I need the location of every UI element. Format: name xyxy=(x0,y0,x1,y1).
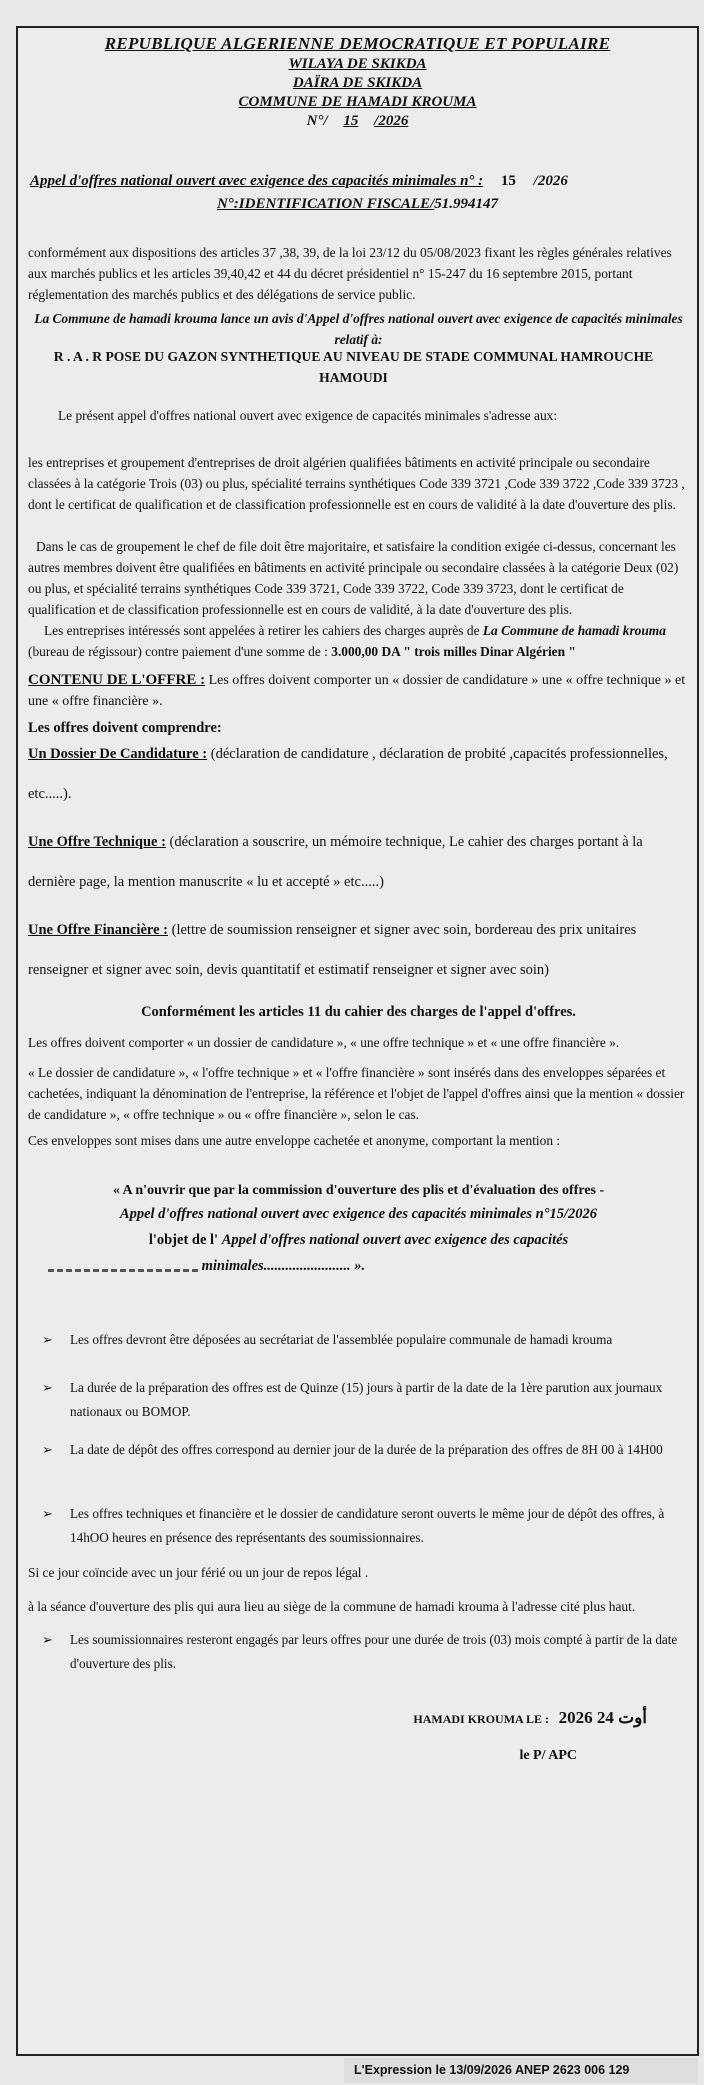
intro-paragraph: Le présent appel d'offres national ouvert avec exigence de capacités minimales s'adresse aux: xyxy=(58,408,558,423)
redacted-mark xyxy=(48,1261,198,1272)
dossier-text: (déclaration de candidature , déclaration de probité ,capacités professionnelles, etc.....). xyxy=(28,746,668,802)
bullet-date xyxy=(42,1438,689,1462)
tender-title-text: Appel d'offres national ouvert avec exigence des capacités minimales n° : xyxy=(30,173,484,189)
bullet-deposit xyxy=(42,1328,689,1352)
bullet-validity xyxy=(42,1628,689,1676)
dossier-title: Un Dossier De Candidature : xyxy=(28,746,208,762)
arrow-right-icon: ➢ xyxy=(42,1332,53,1347)
eligibility-paragraph: les entreprises et groupement d'entreprises de droit algérien qualifiées bâtiments en activité principale ou secondaire classées à la catégorie Trois (03) ou plus, spécialité terrains synthétiques Code 339 3721 ,Code 339 3722 ,Code 339 3723 , dont le certificat de qualification et de classification professionnelle est en cours de validité à la date d'ouverture des plis. xyxy=(28,455,685,512)
content-title: CONTENU DE L'OFFRE : xyxy=(28,672,206,688)
nif-label: N°:IDENTIFICATION FISCALE/ xyxy=(216,196,435,212)
nif-value: 51.994147 xyxy=(434,196,499,212)
outer-envelope: Ces enveloppes sont mises dans une autre enveloppe cachetée et anonyme, comportant la mention : xyxy=(28,1133,561,1148)
arrow-right-icon: ➢ xyxy=(42,1632,53,1647)
tender-title-number: 15 xyxy=(500,173,516,189)
commune-heading: COMMUNE DE HAMADI KROUMA xyxy=(238,94,477,110)
signature-signer: le P/ APC xyxy=(519,1748,577,1763)
announce-paragraph: La Commune de hamadi krouma lance un avis d'Appel d'offres national ouvert avec exigence de capacités minimales relatif à: xyxy=(34,311,683,347)
withdraw-commune: La Commune de hamadi krouma xyxy=(482,623,666,638)
reference-number: 15 xyxy=(343,113,359,129)
technical-text: (déclaration a souscrire, un mémoire technique, Le cahier des charges portant à la dernière page, la mention manuscrite « lu et accepté » etc.....) xyxy=(28,834,643,890)
nif-line xyxy=(18,196,697,213)
republic-heading: REPUBLIQUE ALGERIENNE DEMOCRATIQUE ET POPULAIRE xyxy=(104,34,611,53)
reference-prefix: N°/ xyxy=(306,113,328,129)
object-paragraph: R . A . R POSE DU GAZON SYNTHETIQUE AU NIVEAU DE STADE COMMUNAL HAMROUCHE HAMOUDI xyxy=(53,349,654,385)
tender-title-year: /2026 xyxy=(533,173,568,189)
bullet-opening xyxy=(42,1502,689,1550)
mention-3a: l'objet de l' xyxy=(148,1232,219,1248)
mention-line-1: « A n'ouvrir que par la commission d'ouverture des plis et d'évaluation des offres - xyxy=(112,1183,605,1198)
footer-text: L'Expression le 13/09/2026 ANEP 2623 006 129 xyxy=(344,2058,698,2083)
must-comport: Les offres doivent comporter « un dossier de candidature », « une offre technique » et « une offre financière ». xyxy=(28,1035,620,1050)
must-include: Les offres doivent comprendre: xyxy=(28,720,222,736)
financial-title: Une Offre Financière : xyxy=(28,922,168,938)
arrow-right-icon: ➢ xyxy=(42,1380,53,1395)
bullet-opening-text: Les offres techniques et financière et le dossier de candidature seront ouverts le même jour de dépôt des offres, à 14hOO heures en présence des représentants des soumissionnaires. xyxy=(70,1506,665,1545)
document-frame xyxy=(16,26,699,2056)
financial-paragraph xyxy=(28,910,689,990)
content-text: Les offres doivent comporter un « dossier de candidature » une « offre technique » et une « offre financière ». xyxy=(28,673,686,709)
arrow-right-icon: ➢ xyxy=(42,1506,53,1521)
holiday-line: Si ce jour coïncide avec un jour férié ou un jour de repos légal . xyxy=(28,1565,369,1580)
content-paragraph xyxy=(28,670,689,712)
mention-line-2: Appel d'offres national ouvert avec exigence des capacités minimales n°15/2026 xyxy=(119,1206,598,1222)
arrow-right-icon: ➢ xyxy=(42,1442,53,1457)
mention-line-4 xyxy=(48,1256,689,1277)
technical-paragraph xyxy=(28,822,689,902)
bullet-validity-text: Les soumissionnaires resteront engagés par leurs offres pour une durée de trois (03) mois compté à partir de la date d'ouverture des plis. xyxy=(70,1632,678,1671)
group-paragraph: Dans le cas de groupement le chef de file doit être majoritaire, et satisfaire la condition exigée ci-dessus, concernant les autres membres doivent être qualifiées en bâtiments en activité principale ou secondaire classées à la catégorie Deux (02) ou plus, et spécialité terrains synthétiques Code 339 3721, Code 339 3722, Code 339 3723, dont le certificat de qualification et de classification professionnelle est en cours de validité, à la date d'ouverture des plis. xyxy=(28,539,679,617)
technical-title: Une Offre Technique : xyxy=(28,834,166,850)
tender-title xyxy=(30,173,689,190)
legal-paragraph: conformément aux dispositions des articles 37 ,38, 39, de la loi 23/12 du 05/08/2023 fixant les règles générales relatives aux marchés publics et les articles 39,40,42 et 44 du décret présidentiel n° 15-247 du 16 septembre 2015, portant réglementation des marchés publics et des délégations de service public. xyxy=(28,245,672,302)
financial-text: (lettre de soumission renseigner et signer avec soin, bordereau des prix unitaires renseigner et signer avec soin, devis quantitatif et estimatif renseigner et signer avec soin) xyxy=(28,922,637,978)
publication-footer xyxy=(0,2058,704,2085)
bullet-duration-text: La durée de la préparation des offres est de Quinze (15) jours à partir de la date de la 1ère parution aux journaux nationaux ou BOMOP. xyxy=(70,1380,663,1419)
daira-heading: DAÏRA DE SKIKDA xyxy=(292,75,423,91)
bullet-date-text: La date de dépôt des offres correspond au dernier jour de la durée de la préparation des offres de 8H 00 à 14H00 xyxy=(70,1442,663,1457)
conform-heading: Conformément les articles 11 du cahier des charges de l'appel d'offres. xyxy=(141,1004,576,1020)
signature-place-date xyxy=(413,1708,647,1728)
withdraw-amount: 3.000,00 DA " trois milles Dinar Algérien " xyxy=(331,644,576,659)
signature-date: 2026 أوت 24 xyxy=(558,1708,647,1727)
bullet-deposit-text: Les offres devront être déposées au secrétariat de l'assemblée populaire communale de hamadi krouma xyxy=(70,1332,613,1347)
dossier-paragraph xyxy=(28,734,689,814)
withdraw-text-a: Les entreprises intéressés sont appelées à retirer les cahiers des charges auprès de xyxy=(44,623,480,638)
mention-line-3 xyxy=(28,1230,689,1251)
session-line: à la séance d'ouverture des plis qui aura lieu au siège de la commune de hamadi krouma à l'adresse cité plus haut. xyxy=(28,1599,636,1614)
bullet-duration xyxy=(42,1376,689,1424)
envelopes-paragraph: « Le dossier de candidature », « l'offre technique » et « l'offre financière » sont insérés dans des enveloppes séparées et cachetées, indiquant la dénomination de l'entreprise, la référence et l'objet de l'appel d'offres ainsi que la mention « dossier de candidature », « offre technique » ou « offre financière », selon le cas. xyxy=(28,1065,685,1122)
reference-year: /2026 xyxy=(374,113,409,129)
wilaya-heading: WILAYA DE SKIKDA xyxy=(288,56,427,72)
withdraw-paragraph xyxy=(28,620,689,662)
reference-line xyxy=(18,113,697,130)
withdraw-text-c: (bureau de régissour) contre paiement d'une somme de : xyxy=(28,644,328,659)
signature-place: HAMADI KROUMA LE : xyxy=(413,1712,550,1726)
mention-4: minimales........................ ». xyxy=(201,1258,366,1274)
mention-3b: Appel d'offres national ouvert avec exigence des capacités xyxy=(221,1232,569,1248)
